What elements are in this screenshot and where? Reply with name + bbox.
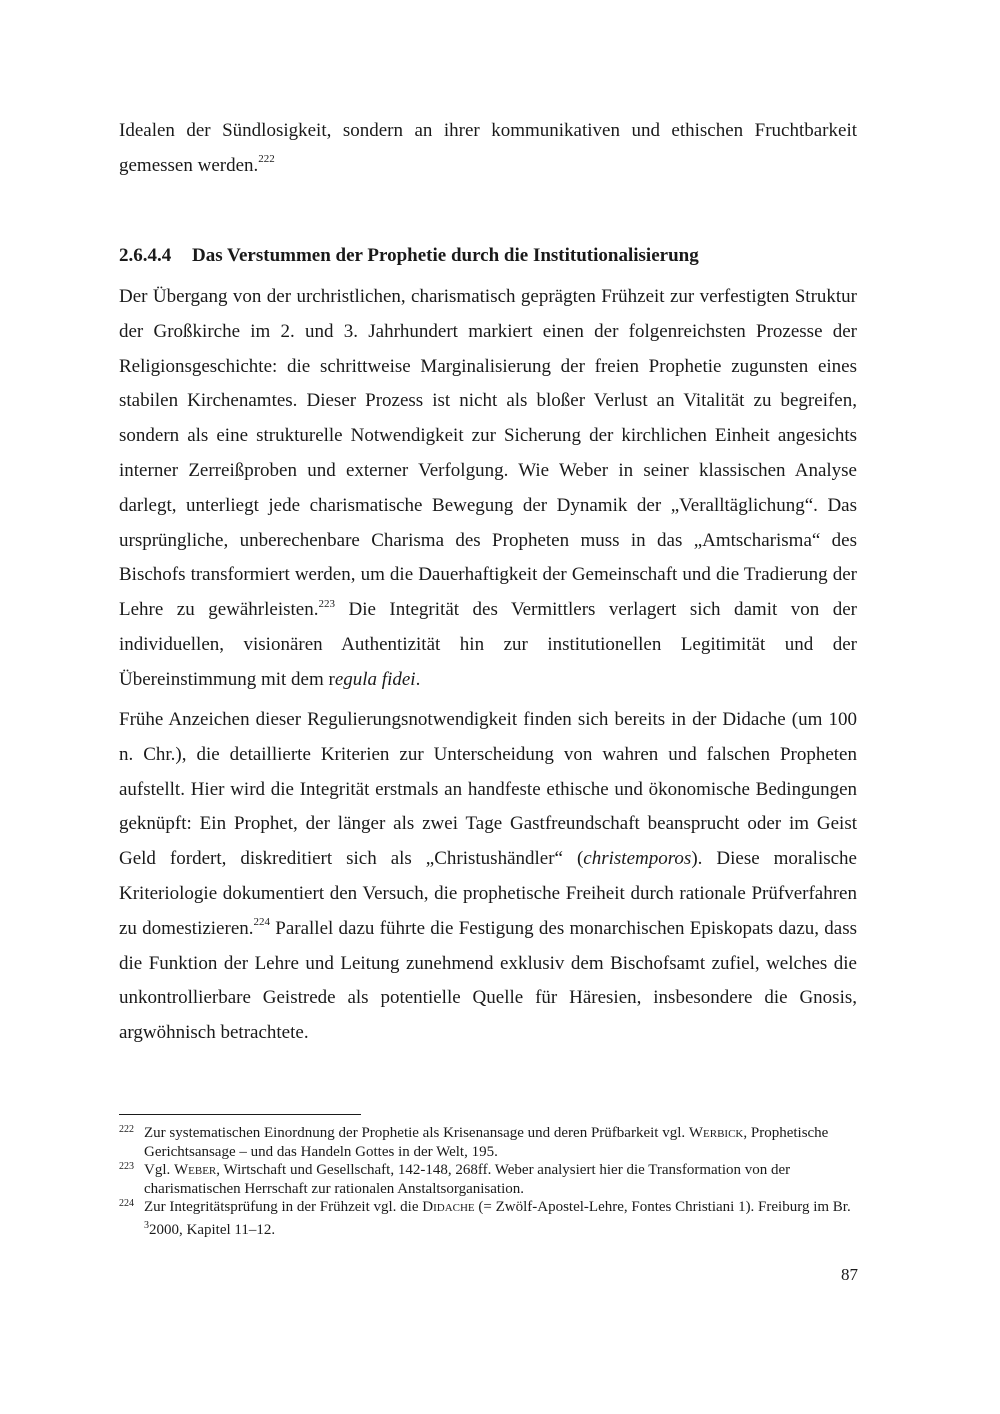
footnote-text: Vgl. — [144, 1162, 174, 1179]
footnote-text: , Wirtschaft und Gesellschaft, 142-148, 268ff. Weber analysiert hier die Transformation von der charismatischen Herrschaft zur rationalen Anstaltsorganisation. — [144, 1162, 791, 1197]
footnote-text: Zur systematischen Einordnung der Prophetie als Krisenansage und deren Prüfbarkeit vgl. — [144, 1125, 689, 1141]
footnotes — [119, 1124, 859, 1240]
footnote-text: (= Zwölf-Apostel-Lehre, Fontes Christiani 1). Freiburg im Br. — [474, 1199, 851, 1216]
footnote-number: 222 — [119, 1124, 134, 1135]
footnote-number: 224 — [119, 1198, 134, 1210]
footnote-item — [119, 1161, 859, 1198]
footnote-reference[interactable]: 223 — [318, 597, 335, 610]
footnote-text: 2000, Kapitel 11–12. — [149, 1221, 276, 1238]
paragraph-text: Der Übergang von der urchristlichen, charismatisch geprägten Frühzeit zur verfestigten Struktur der Großkirche im 2. und 3. Jahrhundert markiert einen der folgenreichsten Prozesse der Religionsgeschichte: die schrittweise Marginalisierung der freien Prophetie zugunsten eines stabilen Kirchenamtes. Dieser Prozess ist nicht als bloßer Verlust an Vitalität zu begreifen, sondern als eine strukturelle Notwendigkeit zur Sicherung der kirchlichen Einheit angesichts interner Zerreißproben und externer Verfolgung. Wie Weber in seiner klassischen Analyse darlegt, unterliegt jede charismatische Bewegung der Dynamik der „Veralltäglichung“. Das ursprüngliche, unberechenbare Charisma des Propheten muss in das „Amtscharisma“ des Bischofs transformiert werden, um die Dauerhaftigkeit der Gemeinschaft und die Tradierung der Lehre zu gewährleisten. — [119, 286, 857, 621]
section-heading — [119, 242, 857, 270]
footnote-number: 223 — [119, 1161, 134, 1173]
footnote-reference[interactable]: 224 — [253, 916, 271, 929]
paragraph-text: Die Integrität des Vermittlers verlagert sich damit von der individuellen, visionären Authentizität hin zur institutionellen Legitimität und der Übereinstimmung mit dem r — [119, 599, 858, 690]
italic-term: egula fidei — [334, 668, 416, 690]
italic-term: christemporos — [583, 848, 692, 870]
body-paragraph — [119, 280, 857, 698]
paragraph-text: . — [415, 668, 421, 690]
footnote-author: Didache — [422, 1199, 475, 1216]
paragraph-text: ). Diese moralische Kriteriologie dokumentiert den Versuch, die prophetische Freiheit durch rationale Prüfverfahren zu domestizieren. — [119, 848, 857, 939]
section-number: 2.6.4.4 — [119, 245, 172, 266]
footnote-separator — [119, 1114, 361, 1115]
page-number: 87 — [841, 1265, 858, 1284]
paragraph-text: Parallel dazu führte die Festigung des monarchischen Episkopats dazu, dass die Funktion der Lehre und Leitung zunehmend exklusiv dem Bischofsamt zufiel, welches die unkontrollierbare Geistrede als potentielle Quelle für Häresien, insbesondere die Gnosis, argwöhnisch betrachtete. — [119, 917, 857, 1044]
footnote-author: Werbick — [688, 1125, 744, 1141]
edition-superscript: 3 — [144, 1219, 149, 1231]
paragraph-text: Frühe Anzeichen dieser Regulierungsnotwendigkeit finden sich bereits in der Didache (um 100 n. Chr.), die detaillierte Kriterien zur Unterscheidung von wahren und falschen Propheten aufstellt. Hier wird die Integrität erstmals an handfeste ethische und ökonomische Bedingungen geknüpft: Ein Prophet, der länger als zwei Tage Gastfreundschaft beansprucht oder im Geist Geld fordert, diskreditiert sich als „Christushändler“ ( — [119, 709, 857, 870]
footnote-reference[interactable]: 222 — [258, 153, 275, 166]
section-title: Das Verstummen der Prophetie durch die Institutionalisierung — [192, 245, 699, 266]
footnote-author: Weber — [174, 1162, 217, 1179]
footnote-item — [119, 1198, 859, 1239]
body-paragraph — [119, 703, 857, 1051]
paragraph-continuation — [119, 114, 857, 184]
paragraph-text: Idealen der Sündlosigkeit, sondern an ihrer kommunikativen und ethischen Fruchtbarkeit gemessen werden. — [119, 120, 857, 176]
footnote-item — [119, 1124, 859, 1161]
footnote-text: Zur Integritätsprüfung in der Frühzeit vgl. die — [144, 1199, 423, 1216]
footnote-text: , Prophetische Gerichtsansage – und das Handeln Gottes in der Welt, 195. — [144, 1125, 829, 1160]
